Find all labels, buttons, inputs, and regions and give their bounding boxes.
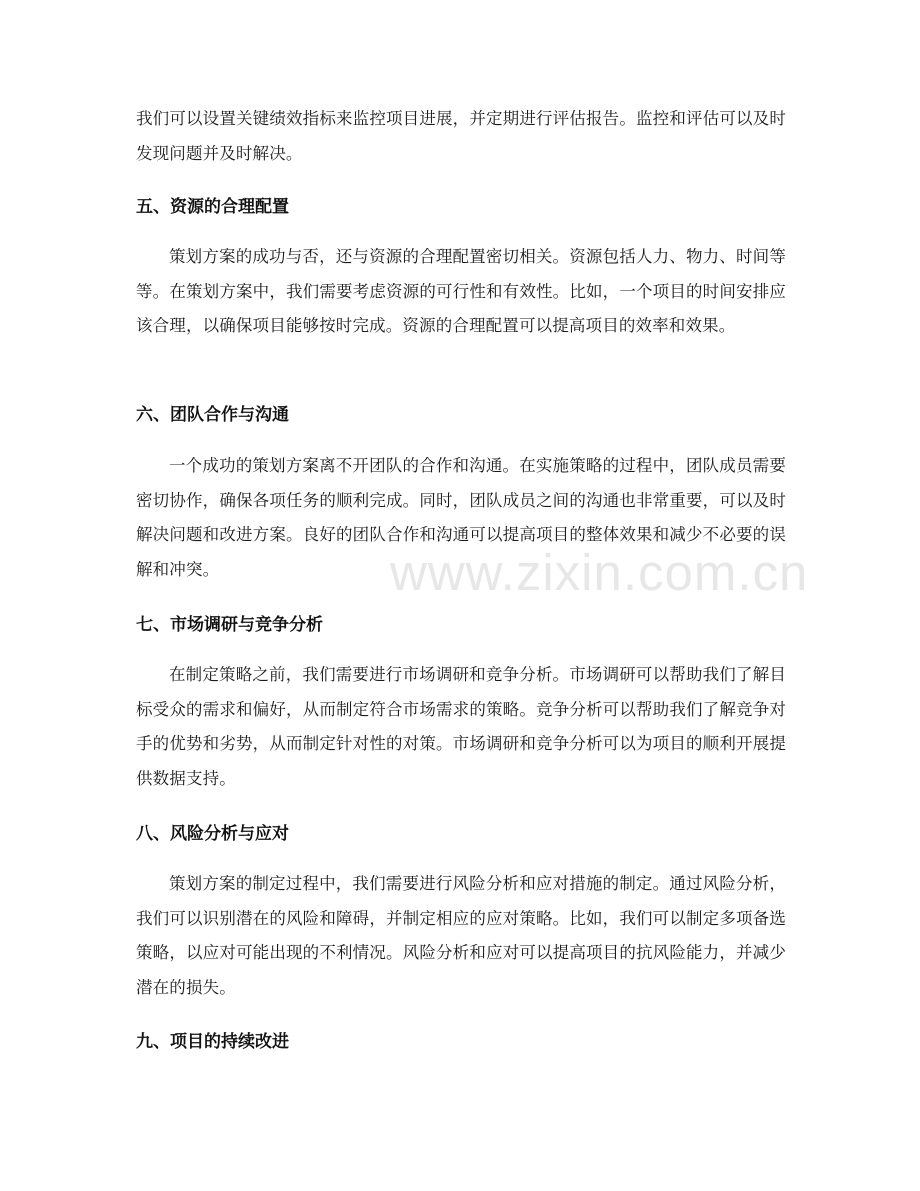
intro-paragraph: 我们可以设置关键绩效指标来监控项目进展，并定期进行评估报告。监控和评估可以及时发现问题并及时解决。 bbox=[136, 109, 786, 163]
section-heading-6: 六、团队合作与沟通 bbox=[136, 405, 289, 425]
section-paragraph-7: 在制定策略之前，我们需要进行市场调研和竞争分析。市场调研可以帮助我们了解目标受众的需求和偏好，从而制定符合市场需求的策略。竞争分析可以帮助我们了解竞争对手的优势和劣势，从而制定针对性的对策。市场调研和竞争分析可以为项目的顺利开展提供数据支持。 bbox=[136, 665, 786, 788]
section-heading-7: 七、市场调研与竞争分析 bbox=[136, 615, 323, 635]
section-paragraph-8: 策划方案的制定过程中，我们需要进行风险分析和应对措施的制定。通过风险分析，我们可以识别潜在的风险和障碍，并制定相应的应对策略。比如，我们可以制定多项备选策略，以应对可能出现的不利情况。风险分析和应对可以提高项目的抗风险能力，并减少潜在的损失。 bbox=[136, 874, 786, 997]
section-paragraph-6: 一个成功的策划方案离不开团队的合作和沟通。在实施策略的过程中，团队成员需要密切协作，确保各项任务的顺利完成。同时，团队成员之间的沟通也非常重要，可以及时解决问题和改进方案。良好的团队合作和沟通可以提高项目的整体效果和减少不必要的误解和冲突。 bbox=[136, 456, 786, 579]
watermark: www.zixin.com.cn bbox=[390, 544, 809, 601]
section-paragraph-5: 策划方案的成功与否，还与资源的合理配置密切相关。资源包括人力、物力、时间等等。在策划方案中，我们需要考虑资源的可行性和有效性。比如，一个项目的时间安排应该合理，以确保项目能够按时完成。资源的合理配置可以提高项目的效率和效果。 bbox=[136, 247, 786, 335]
section-heading-5: 五、资源的合理配置 bbox=[136, 197, 289, 217]
section-heading-8: 八、风险分析与应对 bbox=[136, 824, 289, 844]
section-heading-9: 九、项目的持续改进 bbox=[136, 1032, 289, 1052]
